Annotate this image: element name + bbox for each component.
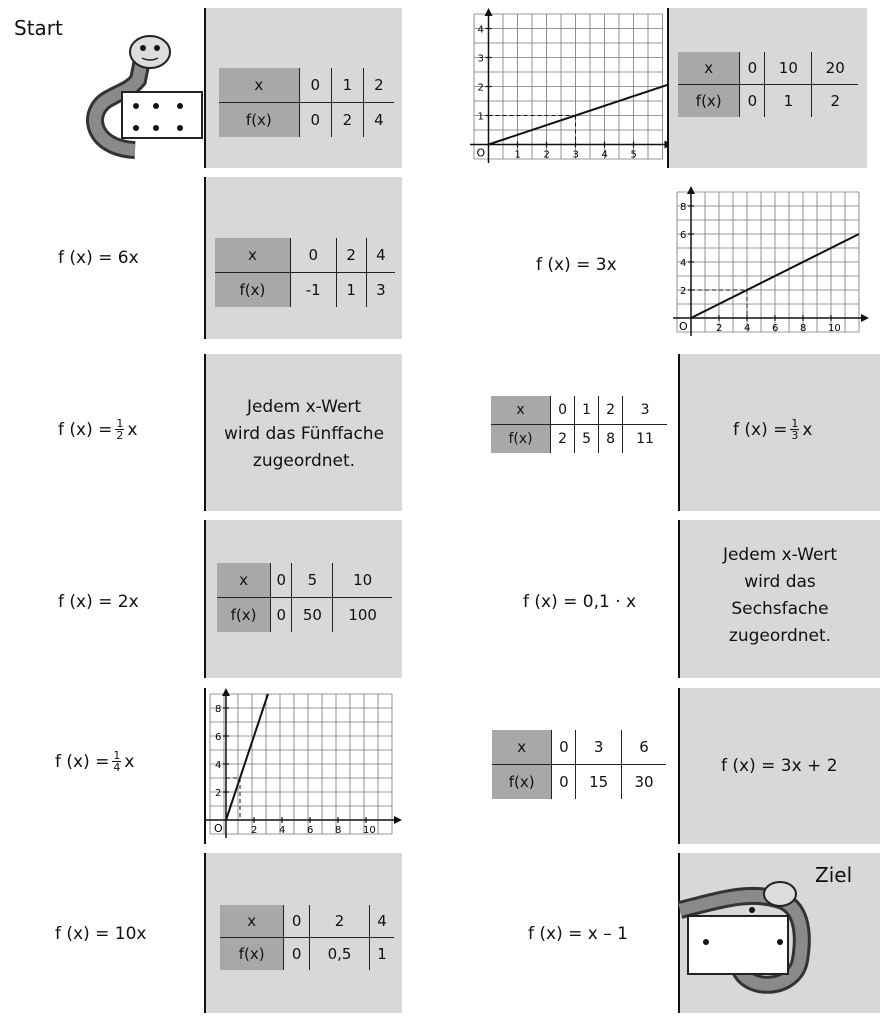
x-tick-label: 6 [772, 323, 779, 334]
y-tick-label: 8 [215, 704, 222, 715]
x-tick-label: 3 [572, 149, 579, 161]
table-cell: -1 [290, 273, 336, 308]
text-line: wird das Fünffache [223, 424, 385, 444]
y-tick-label: 4 [215, 760, 222, 771]
text-line: zugeordnet. [728, 626, 832, 646]
text-line: Jedem x-Wert [722, 545, 838, 565]
y-axis-arrow [222, 688, 230, 696]
table-header-cell: x [220, 905, 284, 938]
table-cell: 2 [331, 103, 363, 138]
table-cell: 0 [290, 238, 336, 273]
x-tick-label: 2 [716, 323, 723, 334]
snake-start-illustration [80, 30, 205, 165]
table-cell: 2 [599, 396, 623, 425]
text-line: Jedem x-Wert [246, 397, 362, 417]
formula-2x: f (x) = 2x [58, 592, 139, 612]
table-cell: 2 [812, 85, 858, 118]
denominator: 2 [116, 429, 124, 442]
line-graph [206, 688, 404, 844]
table-header-cell: x [491, 396, 551, 425]
numerator: 1 [791, 417, 799, 430]
table-cell: 0 [551, 396, 575, 425]
x-axis-arrow [394, 816, 402, 824]
table-cell: 0 [284, 905, 310, 938]
table-cell: 5 [575, 425, 599, 454]
table-cell: 1 [331, 68, 363, 103]
table-cell: 3 [576, 730, 622, 765]
formula-prefix: f (x) = [58, 419, 113, 440]
formula-half-x [58, 418, 137, 441]
y-tick-label: 1 [477, 111, 484, 123]
table-header-cell: f(x) [491, 425, 551, 454]
line-graph [673, 186, 871, 342]
x-tick-label: 2 [251, 825, 258, 836]
y-axis-arrow [485, 8, 493, 16]
table-cell: 2 [336, 238, 366, 273]
text-line: zugeordnet. [252, 451, 356, 471]
table-cell: 8 [599, 425, 623, 454]
text-line: Sechsfache [731, 599, 829, 619]
table-cell: 100 [333, 598, 392, 633]
value-table [678, 52, 858, 117]
y-tick-label: 2 [477, 82, 484, 94]
formula-suffix: x [802, 419, 813, 440]
table-cell: 0 [284, 938, 310, 971]
table-cell: 0 [740, 52, 765, 85]
table-header-cell: x [492, 730, 552, 765]
table-header-cell: f(x) [215, 273, 290, 308]
text-sechsfache [680, 542, 880, 650]
table-cell: 5 [292, 563, 333, 598]
table-cell: 4 [370, 905, 394, 938]
value-table [492, 730, 666, 799]
origin-label: O [476, 146, 486, 160]
table-cell: 15 [576, 765, 622, 800]
value-table [217, 563, 392, 632]
formula-10x: f (x) = 10x [55, 924, 147, 944]
table-cell: 0,5 [309, 938, 369, 971]
table-cell: 2 [551, 425, 575, 454]
table-cell: 0 [299, 103, 331, 138]
y-tick-label: 6 [680, 230, 687, 241]
y-tick-label: 4 [680, 258, 687, 269]
table-cell: 1 [336, 273, 366, 308]
x-tick-label: 4 [279, 825, 286, 836]
formula-3x: f (x) = 3x [536, 255, 617, 275]
table-cell: 4 [366, 238, 395, 273]
y-tick-label: 2 [215, 788, 222, 799]
fraction [790, 418, 799, 441]
goal-label: Ziel [815, 863, 853, 887]
fraction [115, 418, 124, 441]
x-tick-label: 6 [307, 825, 314, 836]
table-cell: 4 [363, 103, 394, 138]
table-cell: 20 [812, 52, 858, 85]
formula-suffix: x [124, 751, 135, 772]
formula-0-1x: f (x) = 0,1 · x [523, 592, 637, 612]
x-tick-label: 4 [601, 149, 608, 161]
table-cell: 50 [292, 598, 333, 633]
table-cell: 0 [552, 765, 576, 800]
function-line [226, 694, 268, 820]
origin-label: O [679, 320, 688, 333]
table-cell: 1 [370, 938, 394, 971]
y-tick-label: 8 [680, 202, 687, 213]
formula-suffix: x [127, 419, 138, 440]
formula-quarter-x [55, 750, 134, 773]
line-graph [470, 8, 668, 168]
function-line [489, 82, 678, 145]
y-tick-label: 6 [215, 732, 222, 743]
y-tick-label: 2 [680, 286, 687, 297]
x-tick-label: 10 [828, 323, 841, 334]
denominator: 3 [791, 429, 799, 442]
x-tick-label: 4 [744, 323, 751, 334]
text-fuenffache [206, 394, 402, 475]
start-label: Start [14, 16, 63, 40]
value-table [215, 238, 395, 307]
formula-x-minus-1: f (x) = x – 1 [528, 924, 628, 944]
table-cell: 30 [621, 765, 666, 800]
table-header-cell: x [215, 238, 290, 273]
table-header-cell: f(x) [492, 765, 552, 800]
value-table [220, 905, 394, 970]
table-header-cell: f(x) [219, 103, 299, 138]
text-line: wird das [744, 572, 816, 592]
x-tick-label: 1 [514, 149, 521, 161]
table-cell: 0 [740, 85, 765, 118]
table-cell: 2 [363, 68, 394, 103]
origin-label: O [214, 822, 223, 835]
value-table [491, 396, 667, 453]
x-tick-label: 2 [543, 149, 550, 161]
table-cell: 10 [333, 563, 392, 598]
table-cell: 3 [623, 396, 667, 425]
formula-3x-plus-2: f (x) = 3x + 2 [721, 756, 838, 776]
y-tick-label: 4 [477, 24, 484, 36]
formula-third-x [733, 418, 812, 441]
table-header-cell: f(x) [220, 938, 284, 971]
snake-goal-illustration [680, 880, 830, 1010]
x-axis-arrow [861, 314, 869, 322]
formula-6x: f (x) = 6x [58, 248, 139, 268]
denominator: 4 [113, 761, 121, 774]
table-cell: 11 [623, 425, 667, 454]
table-header-cell: f(x) [217, 598, 271, 633]
table-header-cell: f(x) [678, 85, 740, 118]
numerator: 1 [116, 417, 124, 430]
table-cell: 3 [366, 273, 395, 308]
x-tick-label: 8 [800, 323, 807, 334]
table-cell: 0 [552, 730, 576, 765]
table-cell: 0 [299, 68, 331, 103]
formula-prefix: f (x) = [733, 419, 788, 440]
y-axis-arrow [687, 186, 695, 194]
table-cell: 10 [765, 52, 812, 85]
table-cell: 0 [271, 563, 292, 598]
x-tick-label: 5 [630, 149, 637, 161]
table-cell: 0 [271, 598, 292, 633]
numerator: 1 [113, 749, 121, 762]
table-cell: 1 [575, 396, 599, 425]
table-cell: 6 [621, 730, 666, 765]
value-table [219, 68, 394, 137]
x-tick-label: 10 [363, 825, 376, 836]
x-tick-label: 8 [335, 825, 342, 836]
table-header-cell: x [678, 52, 740, 85]
formula-prefix: f (x) = [55, 751, 110, 772]
y-tick-label: 3 [477, 53, 484, 65]
table-cell: 1 [765, 85, 812, 118]
table-cell: 2 [309, 905, 369, 938]
fraction [112, 750, 121, 773]
table-header-cell: x [219, 68, 299, 103]
table-header-cell: x [217, 563, 271, 598]
